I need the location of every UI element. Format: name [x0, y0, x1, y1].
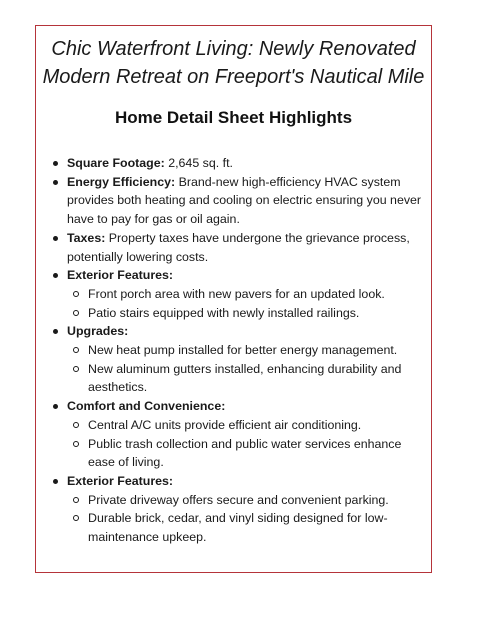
sub-list — [67, 491, 422, 547]
sub-list-item: Private driveway offers secure and convenient parking. — [67, 491, 422, 510]
list-item-energy-efficiency — [50, 173, 422, 229]
list-item-upgrades — [50, 322, 422, 397]
title-line-1: Chic Waterfront Living: Newly Renovated — [51, 38, 416, 60]
section-heading: Home Detail Sheet Highlights — [114, 108, 353, 127]
list-item-square-footage — [50, 154, 422, 173]
sub-list-item: Central A/C units provide efficient air conditioning. — [67, 416, 422, 435]
item-label: Square Footage: — [67, 156, 165, 170]
sub-list — [67, 285, 422, 322]
item-label: Upgrades: — [67, 324, 129, 339]
item-label: Taxes: — [67, 230, 106, 245]
sub-list-item: Public trash collection and public water services enhance ease of living. — [67, 435, 422, 472]
item-label: Exterior Features: — [67, 268, 174, 283]
item-label: Energy Efficiency: — [67, 174, 176, 189]
item-label: Exterior Features: — [67, 473, 174, 488]
item-text: Brand-new high-efficiency HVAC system provides both heating and cooling on electric ensuring you never have to pay for gas or oil again. — [67, 174, 422, 227]
sub-list-item: Front porch area with new pavers for an updated look. — [67, 285, 422, 304]
highlights-list — [50, 154, 422, 547]
page-title — [35, 35, 432, 91]
item-text: Property taxes have undergone the grievance process, potentially lowering costs. — [67, 230, 410, 264]
list-item-exterior-features — [50, 266, 422, 322]
sub-list-item: New heat pump installed for better energy management. — [67, 341, 422, 360]
title-line-2: Modern Retreat on Freeport's Nautical Mile — [42, 66, 425, 88]
list-item-exterior-features-2 — [50, 472, 422, 547]
sub-list-item: Patio stairs equipped with newly installed railings. — [67, 304, 422, 323]
sub-list-item: New aluminum gutters installed, enhancing durability and aesthetics. — [67, 360, 422, 397]
list-item-taxes — [50, 229, 422, 266]
sub-list — [67, 416, 422, 472]
list-item-comfort-convenience — [50, 397, 422, 472]
highlights-list-container — [50, 154, 422, 547]
sub-list — [67, 341, 422, 397]
item-label: Comfort and Convenience: — [67, 399, 226, 414]
sub-list-item: Durable brick, cedar, and vinyl siding designed for low-maintenance upkeep. — [67, 509, 422, 546]
item-text: 2,645 sq. ft. — [164, 156, 233, 170]
